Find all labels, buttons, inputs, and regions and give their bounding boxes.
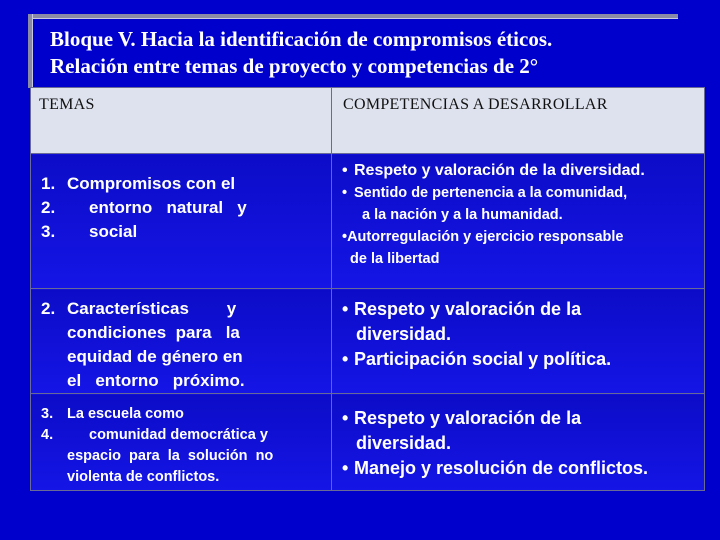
competencia-item: • Participación social y política. [342,349,612,369]
competencias-cell [332,394,705,491]
title-frame-top [28,14,678,19]
tema-line: violenta de conflictos. [67,469,220,485]
tema-line: 2. Características y [41,299,237,318]
tema-cell [31,394,332,491]
competencias-cell [332,289,705,394]
header-temas: TEMAS [31,88,332,154]
title-frame-left [28,14,33,88]
tema-line: el entorno próximo. [67,371,245,390]
table-row [31,289,705,394]
tema-line: equidad de género en [67,347,243,366]
table-header-row [31,88,705,154]
competencia-item: •Autorregulación y ejercicio responsable de la libertad [342,229,624,267]
tema-line: condiciones para la [67,323,240,342]
title-line-2: Relación entre temas de proyecto y competencias de 2° [50,54,539,78]
tema-line: espacio para la solución no [67,448,274,464]
competencias-cell [332,154,705,289]
competencies-table [30,87,705,491]
header-competencias: COMPETENCIAS A DESARROLLAR [332,88,705,154]
tema-cell [31,289,332,394]
title-line-1: Bloque V. Hacia la identificación de compromisos éticos. [50,27,553,51]
table-row [31,394,705,491]
competencia-item: • Respeto y valoración de la diversidad. [342,299,582,344]
tema-cell [31,154,332,289]
table-row [31,154,705,289]
tema-line: 3. La escuela como [41,406,184,422]
tema-line: 4. comunidad democrática y [41,427,268,443]
slide-title [50,26,690,80]
competencia-item: • Manejo y resolución de conflictos. [342,458,649,478]
competencia-item: • Respeto y valoración de la diversidad. [342,408,582,453]
tema-line: 1. Compromisos con el [41,174,236,193]
competencia-item: • Sentido de pertenencia a la comunidad, a la nación y a la humanidad. [342,185,628,223]
tema-line: 2. entorno natural y [41,198,247,217]
tema-line: 3. social [41,222,138,241]
competencia-item: • Respeto y valoración de la diversidad. [342,162,645,179]
